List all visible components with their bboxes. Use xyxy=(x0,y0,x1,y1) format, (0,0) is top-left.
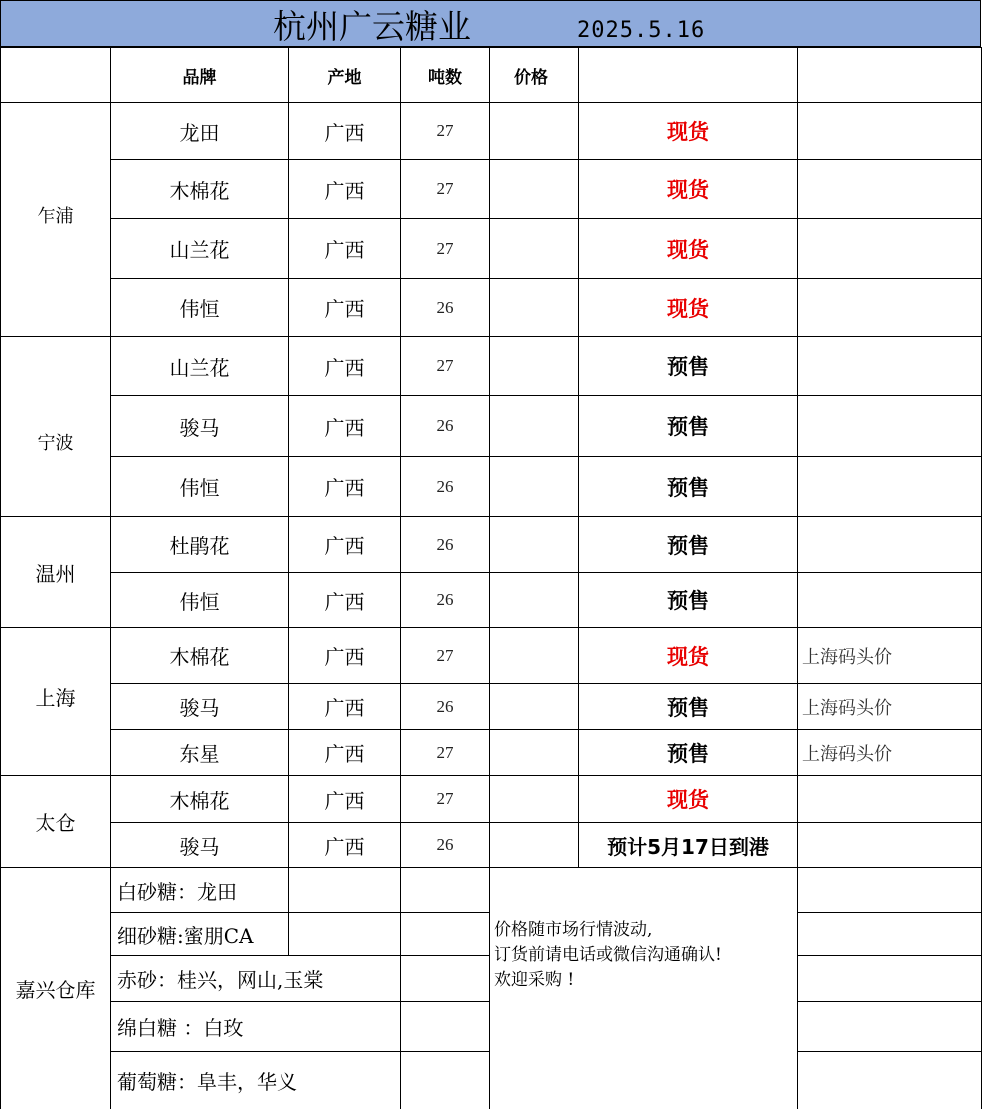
empty-cell[interactable] xyxy=(401,868,490,913)
header-price[interactable]: 价格 xyxy=(490,48,579,103)
origin-cell[interactable]: 广西 xyxy=(289,337,401,396)
table-row xyxy=(1,219,982,279)
price-table xyxy=(0,47,982,1109)
note-cell[interactable] xyxy=(798,279,982,337)
table-row xyxy=(1,279,982,337)
empty-cell[interactable] xyxy=(798,913,982,956)
note-cell[interactable] xyxy=(798,517,982,573)
table-row xyxy=(1,517,982,573)
tons-cell[interactable]: 27 xyxy=(401,730,490,776)
origin-cell[interactable]: 广西 xyxy=(289,219,401,279)
origin-cell[interactable]: 广西 xyxy=(289,457,401,517)
empty-cell[interactable] xyxy=(289,913,401,956)
empty-cell[interactable] xyxy=(401,1002,490,1052)
brand-cell[interactable]: 杜鹃花 xyxy=(111,517,289,573)
notice-line: 价格随市场行情波动, xyxy=(494,920,653,940)
price-cell[interactable] xyxy=(490,628,579,684)
tons-cell[interactable]: 26 xyxy=(401,457,490,517)
price-cell[interactable] xyxy=(490,517,579,573)
status-cell[interactable]: 预售 xyxy=(579,573,798,628)
status-cell[interactable]: 现货 xyxy=(579,160,798,219)
brand-cell[interactable]: 木棉花 xyxy=(111,160,289,219)
brand-cell[interactable]: 木棉花 xyxy=(111,628,289,684)
origin-cell[interactable]: 广西 xyxy=(289,279,401,337)
header-location[interactable] xyxy=(1,48,111,103)
tons-cell[interactable]: 27 xyxy=(401,628,490,684)
table-row xyxy=(1,103,982,160)
notice-line: 欢迎采购 ! xyxy=(494,970,575,990)
warehouse-product[interactable]: 葡萄糖：阜丰，华义 xyxy=(111,1052,401,1109)
empty-cell[interactable] xyxy=(798,868,982,913)
table-row xyxy=(1,160,982,219)
origin-cell[interactable]: 广西 xyxy=(289,517,401,573)
note-cell[interactable]: 上海码头价 xyxy=(798,730,982,776)
origin-cell[interactable]: 广西 xyxy=(289,823,401,868)
price-cell[interactable] xyxy=(490,160,579,219)
location-taicang[interactable]: 太仓 xyxy=(1,776,111,868)
header-status[interactable] xyxy=(579,48,798,103)
tons-cell[interactable]: 26 xyxy=(401,279,490,337)
status-cell[interactable]: 现货 xyxy=(579,628,798,684)
note-cell[interactable] xyxy=(798,457,982,517)
brand-cell[interactable]: 山兰花 xyxy=(111,219,289,279)
report-date: 2025.5.16 xyxy=(577,18,706,43)
origin-cell[interactable]: 广西 xyxy=(289,396,401,457)
header-origin[interactable]: 产地 xyxy=(289,48,401,103)
tons-cell[interactable]: 26 xyxy=(401,517,490,573)
note-cell[interactable]: 上海码头价 xyxy=(798,628,982,684)
brand-cell[interactable]: 伟恒 xyxy=(111,457,289,517)
tons-cell[interactable]: 26 xyxy=(401,684,490,730)
warehouse-product[interactable]: 细砂糖:蜜朋CA xyxy=(111,913,289,956)
price-cell[interactable] xyxy=(490,730,579,776)
notice-line: 订货前请电话或微信沟通确认! xyxy=(494,945,722,965)
note-cell[interactable]: 上海码头价 xyxy=(798,684,982,730)
empty-cell[interactable] xyxy=(798,1002,982,1052)
note-cell[interactable] xyxy=(798,337,982,396)
table-row xyxy=(1,628,982,684)
location-ningbo[interactable]: 宁波 xyxy=(1,337,111,517)
location-wenzhou[interactable]: 温州 xyxy=(1,517,111,628)
location-shanghai[interactable]: 上海 xyxy=(1,628,111,776)
table-row xyxy=(1,684,982,730)
origin-cell[interactable]: 广西 xyxy=(289,776,401,823)
status-cell[interactable]: 预计5月17日到港 xyxy=(579,823,798,868)
price-cell[interactable] xyxy=(490,337,579,396)
warehouse-product[interactable]: 白砂糖：龙田 xyxy=(111,868,289,913)
price-cell[interactable] xyxy=(490,219,579,279)
status-cell[interactable]: 预售 xyxy=(579,517,798,573)
brand-cell[interactable]: 龙田 xyxy=(111,103,289,160)
table-row xyxy=(1,823,982,868)
price-cell[interactable] xyxy=(490,573,579,628)
table-row xyxy=(1,776,982,823)
status-cell[interactable]: 预售 xyxy=(579,457,798,517)
status-cell[interactable]: 现货 xyxy=(579,776,798,823)
empty-cell[interactable] xyxy=(289,868,401,913)
tons-cell[interactable]: 27 xyxy=(401,776,490,823)
tons-cell[interactable]: 26 xyxy=(401,573,490,628)
brand-cell[interactable]: 伟恒 xyxy=(111,279,289,337)
warehouse-product[interactable]: 赤砂：桂兴，网山,玉棠 xyxy=(111,956,401,1002)
header-tons[interactable]: 吨数 xyxy=(401,48,490,103)
price-cell[interactable] xyxy=(490,396,579,457)
header-row xyxy=(1,48,982,103)
header-brand[interactable]: 品牌 xyxy=(111,48,289,103)
price-cell[interactable] xyxy=(490,823,579,868)
brand-cell[interactable]: 东星 xyxy=(111,730,289,776)
tons-cell[interactable]: 27 xyxy=(401,337,490,396)
origin-cell[interactable]: 广西 xyxy=(289,573,401,628)
status-cell[interactable]: 现货 xyxy=(579,279,798,337)
table-row xyxy=(1,457,982,517)
price-cell[interactable] xyxy=(490,684,579,730)
title-bar xyxy=(0,0,981,47)
tons-cell[interactable]: 26 xyxy=(401,823,490,868)
price-cell[interactable] xyxy=(490,457,579,517)
origin-cell[interactable]: 广西 xyxy=(289,103,401,160)
table-row xyxy=(1,730,982,776)
note-cell[interactable] xyxy=(798,396,982,457)
brand-cell[interactable]: 伟恒 xyxy=(111,573,289,628)
note-cell[interactable] xyxy=(798,823,982,868)
table-row xyxy=(1,573,982,628)
location-jiaxing-warehouse[interactable]: 嘉兴仓库 xyxy=(1,868,111,1109)
tons-cell[interactable]: 27 xyxy=(401,219,490,279)
empty-cell[interactable] xyxy=(798,1052,982,1109)
note-cell[interactable] xyxy=(798,573,982,628)
status-cell[interactable]: 预售 xyxy=(579,684,798,730)
table-row xyxy=(1,396,982,457)
status-cell[interactable]: 现货 xyxy=(579,103,798,160)
brand-cell[interactable]: 山兰花 xyxy=(111,337,289,396)
status-cell[interactable]: 现货 xyxy=(579,219,798,279)
price-cell[interactable] xyxy=(490,279,579,337)
brand-cell[interactable]: 骏马 xyxy=(111,396,289,457)
tons-cell[interactable]: 27 xyxy=(401,103,490,160)
company-title: 杭州广云糖业 xyxy=(273,7,471,46)
location-zhapu[interactable]: 乍浦 xyxy=(1,103,111,337)
price-notice[interactable] xyxy=(490,868,798,1109)
brand-cell[interactable]: 木棉花 xyxy=(111,776,289,823)
brand-cell[interactable]: 骏马 xyxy=(111,823,289,868)
status-cell[interactable]: 预售 xyxy=(579,730,798,776)
note-cell[interactable] xyxy=(798,219,982,279)
brand-cell[interactable]: 骏马 xyxy=(111,684,289,730)
status-cell[interactable]: 预售 xyxy=(579,337,798,396)
empty-cell[interactable] xyxy=(401,913,490,956)
warehouse-product[interactable]: 绵白糖 ：白玫 xyxy=(111,1002,401,1052)
origin-cell[interactable]: 广西 xyxy=(289,684,401,730)
tons-cell[interactable]: 26 xyxy=(401,396,490,457)
header-note[interactable] xyxy=(798,48,982,103)
warehouse-row xyxy=(1,868,982,913)
empty-cell[interactable] xyxy=(401,956,490,1002)
note-cell[interactable] xyxy=(798,776,982,823)
origin-cell[interactable]: 广西 xyxy=(289,160,401,219)
status-cell[interactable]: 预售 xyxy=(579,396,798,457)
price-cell[interactable] xyxy=(490,776,579,823)
origin-cell[interactable]: 广西 xyxy=(289,628,401,684)
price-cell[interactable] xyxy=(490,103,579,160)
origin-cell[interactable]: 广西 xyxy=(289,730,401,776)
table-row xyxy=(1,337,982,396)
empty-cell[interactable] xyxy=(401,1052,490,1109)
empty-cell[interactable] xyxy=(798,956,982,1002)
note-cell[interactable] xyxy=(798,103,982,160)
tons-cell[interactable]: 27 xyxy=(401,160,490,219)
note-cell[interactable] xyxy=(798,160,982,219)
